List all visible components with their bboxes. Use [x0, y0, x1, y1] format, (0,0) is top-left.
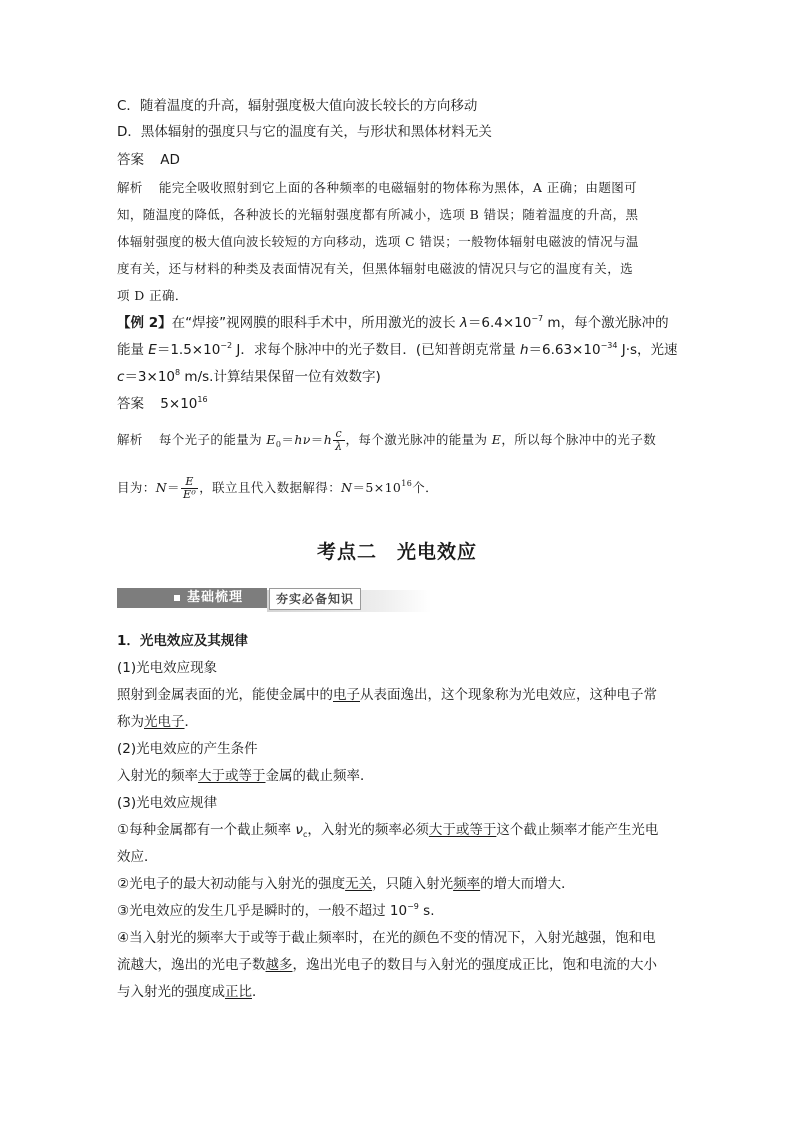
text: 从表面逸出，这个现象称为光电效应，这种电子常: [360, 687, 657, 703]
text: ，联立且代入数据解得：: [199, 480, 342, 495]
text: 入射光的频率: [117, 768, 198, 784]
exponent: −2: [220, 341, 233, 350]
text: 流越大，逸出的光电子数: [117, 957, 266, 973]
blank-answer: 光电子: [144, 714, 185, 730]
analysis-text: 能完全吸收照射到它上面的各种频率的电磁辐射的物体称为黑体，A 正确；由题图可: [158, 180, 638, 195]
rule-4-line-3: [117, 982, 266, 1002]
text: ，所以每个脉冲中的光子数: [501, 432, 657, 447]
subscript: c: [302, 830, 308, 839]
example-2-line-3: [117, 367, 381, 387]
example-2-line-1: [117, 313, 669, 333]
analysis-2-line-2: [117, 476, 438, 501]
blank-answer: 越多: [265, 957, 293, 973]
rule-3: [117, 901, 435, 921]
numerator: c: [333, 428, 344, 441]
paragraph-2: [117, 712, 198, 732]
numerator: E: [181, 476, 198, 489]
text: m，每个激光脉冲的: [543, 315, 669, 331]
rule-2: [117, 874, 575, 894]
light-speed-symbol: c: [117, 369, 125, 385]
subscript: 0: [275, 440, 282, 449]
exponent: −7: [531, 314, 544, 323]
text: 能量: [117, 342, 149, 358]
text: 与入射光的强度成: [117, 984, 225, 1000]
text: 金属的截止频率．: [265, 768, 374, 784]
text: ＝5×10: [352, 480, 402, 495]
text: ，只随入射光: [372, 876, 454, 892]
text: ③光电效应的发生几乎是瞬时的，一般不超过 10: [117, 903, 408, 919]
nu-symbol: ν: [295, 822, 303, 838]
text: ，逸出光电子的数目与入射光的强度成正比，饱和电流的大小: [292, 957, 657, 973]
example-2-line-2: [117, 340, 678, 360]
text: 这个截止频率才能产生光电: [496, 822, 659, 838]
paragraph-1: [117, 685, 657, 705]
text: 照射到金属表面的光，能使金属中的: [117, 687, 333, 703]
answer-value: AD: [160, 152, 180, 168]
analysis-1-line-1: [117, 178, 637, 198]
analysis-label: 解析: [117, 180, 143, 195]
symbol: N: [341, 480, 353, 495]
banner-title: 基础梳理: [187, 590, 244, 605]
text: 在“焊接”视网膜的眼科手术中，所用激光的波长: [171, 315, 460, 331]
text: 目为：: [117, 480, 156, 495]
fraction-c-over-lambda: [333, 428, 344, 453]
blank-answer: 频率: [453, 876, 481, 892]
subheading-1: (1)光电效应现象: [117, 660, 218, 676]
text: ①每种金属都有一个截止频率: [117, 822, 296, 838]
blank-answer: 大于或等于: [198, 768, 266, 784]
text: 每个光子的能量为: [158, 432, 267, 447]
subheading-2: (2)光电效应的产生条件: [117, 741, 258, 757]
text: ＝3×10: [124, 369, 176, 385]
option-c: C．随着温度的升高，辐射强度极大值向波长较长的方向移动: [117, 98, 478, 114]
text: ．: [252, 984, 266, 1000]
text: 5×10: [160, 396, 198, 412]
text: ＝: [310, 432, 324, 447]
blank-answer: 大于或等于: [428, 822, 497, 838]
section-title: 考点二 光电效应: [316, 541, 477, 563]
symbol: E: [266, 432, 276, 447]
text: ＝6.63×10: [528, 342, 601, 358]
answer-2: [117, 394, 208, 414]
text: ，入射光的频率必须: [307, 822, 429, 838]
text: ＝6.4×10: [467, 315, 532, 331]
rule-1-line-1: [117, 820, 658, 840]
section-banner: [117, 588, 431, 614]
text: ②光电子的最大初动能与入射光的强度: [117, 876, 346, 892]
exponent: 16: [197, 395, 208, 404]
text: s.: [418, 903, 435, 919]
text: J．求每个脉冲中的光子数目．(已知普朗克常量: [232, 342, 520, 358]
subheading-3: (3)光电效应规律: [117, 795, 218, 811]
rule-4-line-2: [117, 955, 657, 975]
text: m/s.计算结果保留一位有效数字): [180, 369, 381, 385]
answer-value: [160, 396, 207, 412]
exponent: −34: [600, 341, 618, 350]
banner-subtitle: 夯实必备知识: [269, 588, 361, 610]
blank-answer: 正比: [225, 984, 252, 1000]
denominator: λ: [335, 440, 343, 453]
rule-4-line-1: ④当入射光的频率大于或等于截止频率时，在光的颜色不变的情况下，入射光越强，饱和电: [117, 930, 656, 946]
text: ＝: [281, 432, 295, 447]
text: 个．: [412, 480, 439, 495]
square-bullet-icon: [174, 595, 180, 601]
symbol: N: [155, 480, 168, 495]
symbol: hν: [294, 432, 311, 447]
planck-symbol: h: [519, 342, 529, 358]
exponent: 16: [401, 479, 413, 488]
blank-answer: 电子: [333, 687, 360, 703]
exponent: 8: [175, 368, 181, 377]
answer-label: 答案: [117, 396, 144, 412]
analysis-2-line-1: [117, 428, 656, 453]
text: 称为: [117, 714, 144, 730]
blank-answer: 无关: [345, 876, 373, 892]
paragraph-3: [117, 766, 374, 786]
analysis-label: 解析: [117, 432, 143, 447]
symbol: E: [491, 432, 502, 447]
answer-label: 答案: [117, 152, 144, 168]
example-tag: 【例 2】: [117, 315, 172, 331]
analysis-1-line-2: 知，随温度的降低，各种波长的光辐射强度都有所减小，选项 B 错误；随着温度的升高，黑: [117, 207, 639, 222]
text: ＝1.5×10: [156, 342, 221, 358]
text: J·s，光速: [617, 342, 678, 358]
text: 的增大而增大．: [480, 876, 575, 892]
analysis-1-line-5: 项 D 正确．: [117, 288, 188, 303]
rule-1-line-2: 效应．: [117, 849, 158, 865]
text: ．: [184, 714, 198, 730]
heading-1: 1．光电效应及其规律: [117, 633, 248, 649]
symbol: h: [323, 432, 333, 447]
analysis-1-line-4: 度有关，还与材料的种类及表面情况有关，但黑体辐射电磁波的情况只与它的温度有关，选: [117, 261, 634, 276]
fraction-e-over-e0: [181, 476, 198, 501]
denominator: E⁰: [182, 488, 197, 501]
energy-symbol: E: [148, 342, 157, 358]
exponent: −9: [407, 902, 419, 911]
option-d: D．黑体辐射的强度只与它的温度有关，与形状和黑体材料无关: [117, 124, 492, 140]
answer-1: [117, 150, 180, 170]
analysis-1-line-3: 体辐射强度的极大值向波长较短的方向移动，选项 C 错误；一般物体辐射电磁波的情况与温: [117, 234, 639, 249]
text: ，每个激光脉冲的能量为: [345, 432, 492, 447]
lambda-symbol: λ: [459, 315, 468, 331]
text: ＝: [167, 480, 180, 495]
